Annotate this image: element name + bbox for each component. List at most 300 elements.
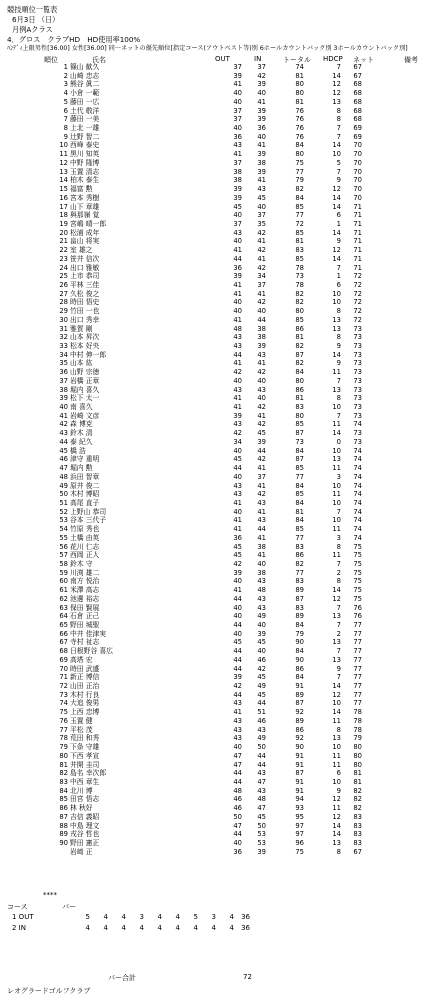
out-score-cell: 44 [233,777,242,786]
net-score-cell: 74 [353,481,362,490]
table-row [0,482,441,491]
in-score-cell: 41 [257,533,266,542]
in-score-cell: 43 [257,786,266,795]
net-score-cell: 73 [353,368,362,377]
total-score-cell: 80 [295,89,304,98]
rank-cell: 86 [59,804,68,813]
in-score-cell: 49 [257,612,266,621]
player-name-cell: 大追 俊男 [70,699,100,708]
in-score-cell: 34 [257,272,266,281]
rank-cell: 70 [59,664,68,673]
total-score-cell: 84 [295,446,304,455]
table-row [0,98,441,107]
net-score-cell: 71 [353,246,362,255]
scoring-format: 4．グロス クラブHD HD使用率100% [7,35,141,44]
player-name-cell: 出口 雅敏 [70,263,100,272]
rank-cell: 5 [63,97,68,106]
out-score-cell: 36 [233,847,242,856]
table-row [0,621,441,630]
hdcp-cell: 11 [332,804,341,813]
in-score-cell: 40 [257,132,266,141]
player-name-cell: 室 雄之 [70,246,93,255]
total-score-cell: 83 [295,403,304,412]
rank-cell: 69 [59,655,68,664]
table-row [0,159,441,168]
net-score-cell: 67 [353,71,362,80]
player-name-cell: 藤田 一美 [70,115,100,124]
course-in-name: 2 IN [12,924,26,932]
total-score-cell: 87 [295,350,304,359]
rank-cell: 37 [59,376,68,385]
out-score-cell: 43 [233,725,242,734]
table-row [0,595,441,604]
total-score-cell: 87 [295,699,304,708]
table-row [0,804,441,813]
table-row [0,455,441,464]
out-score-cell: 45 [233,551,242,560]
in-par-total: 36 [241,924,250,932]
table-row [0,168,441,177]
player-name-cell: 上北 一雄 [70,124,100,133]
hdcp-cell: 14 [332,350,341,359]
in-score-cell: 53 [257,830,266,839]
rank-cell: 43 [59,429,68,438]
in-score-cell: 51 [257,708,266,717]
in-score-cell: 43 [257,516,266,525]
net-score-cell: 74 [353,464,362,473]
out-score-cell: 50 [233,812,242,821]
hdcp-cell: 7 [336,647,341,656]
in-score-cell: 41 [257,254,266,263]
in-score-cell: 41 [257,481,266,490]
out-score-cell: 47 [233,760,242,769]
out-score-cell: 43 [233,716,242,725]
col-hdcp: HDCP [323,55,343,63]
in-score-cell: 39 [257,629,266,638]
in-score-cell: 48 [257,795,266,804]
table-row [0,612,441,621]
rank-cell: 64 [59,612,68,621]
rank-cell: 60 [59,577,68,586]
hdcp-cell: 14 [332,141,341,150]
table-row [0,220,441,229]
player-name-cell: 吉信 義昭 [70,812,100,821]
rank-cell: 4 [63,89,68,98]
net-score-cell: 73 [353,324,362,333]
total-score-cell: 89 [295,690,304,699]
total-score-cell: 91 [295,760,304,769]
hdcp-cell: 11 [332,464,341,473]
in-score-cell: 42 [257,368,266,377]
table-row [0,272,441,281]
total-score-cell: 91 [295,682,304,691]
par-total-label: パー合計 [108,974,136,982]
player-name-cell: 堀内 喜久 [70,385,100,394]
table-row [0,133,441,142]
player-name-cell: 石倉 正己 [70,612,100,621]
in-score-cell: 41 [257,411,266,420]
hdcp-cell: 11 [332,420,341,429]
hdcp-cell: 10 [332,150,341,159]
par-value: 4 [229,924,234,932]
rank-cell: 32 [59,333,68,342]
rank-cell: 7 [63,115,68,124]
hdcp-cell: 3 [336,533,341,542]
in-score-cell: 44 [257,446,266,455]
total-score-cell: 76 [295,132,304,141]
in-score-cell: 53 [257,838,266,847]
rank-cell: 35 [59,359,68,368]
table-row [0,743,441,752]
net-score-cell: 77 [353,629,362,638]
hdcp-cell: 1 [336,272,341,281]
total-score-cell: 89 [295,612,304,621]
net-score-cell: 75 [353,559,362,568]
out-score-cell: 43 [233,490,242,499]
net-score-cell: 80 [353,751,362,760]
in-score-cell: 39 [257,342,266,350]
out-score-cell: 40 [233,577,242,586]
hdcp-cell: 10 [332,446,341,455]
table-row [0,682,441,691]
table-row [0,534,441,543]
net-score-cell: 70 [353,193,362,202]
table-row [0,211,441,220]
rank-cell: 18 [59,211,68,220]
net-score-cell: 74 [353,446,362,455]
rank-cell: 75 [59,708,68,717]
out-score-cell: 36 [233,533,242,542]
hdcp-cell: 9 [336,176,341,185]
report-title: 競技順位一覧表 [7,5,58,14]
table-row [0,246,441,255]
player-name-cell: 下西 孝宣 [70,751,100,760]
table-row [0,333,441,342]
in-score-cell: 38 [257,324,266,333]
rank-cell: 27 [59,289,68,298]
in-score-cell: 43 [257,498,266,507]
rank-cell: 68 [59,647,68,656]
player-name-cell: 日根野谷 喜広 [70,647,113,656]
player-name-cell: 雅賀 剛 [70,324,93,333]
rank-cell: 13 [59,167,68,176]
rank-cell: 8 [63,124,68,133]
in-score-cell: 37 [257,63,266,71]
out-score-cell: 36 [233,132,242,141]
player-name-cell: 中村 伸一郎 [70,350,107,359]
total-score-cell: 77 [295,533,304,542]
table-row [0,307,441,316]
player-name-cell: 岩橋 正章 [70,376,100,385]
out-score-cell: 46 [233,795,242,804]
net-score-cell: 74 [353,525,362,534]
player-name-cell: 篠山 歓久 [70,63,100,71]
in-score-cell: 45 [257,638,266,647]
out-score-cell: 40 [233,838,242,847]
hdcp-cell: 3 [336,472,341,481]
hdcp-cell: 8 [336,307,341,316]
out-score-cell: 39 [233,193,242,202]
in-score-cell: 42 [257,403,266,412]
in-score-cell: 40 [257,202,266,211]
out-score-cell: 41 [233,586,242,595]
table-row [0,298,441,307]
rank-cell: 24 [59,263,68,272]
player-name-cell: 新正 博信 [70,673,100,682]
player-name-cell: 山本 昇次 [70,333,100,342]
player-name-cell: 上野山 恭司 [70,507,107,516]
hdcp-cell: 7 [336,559,341,568]
col-total: トータル [283,56,311,64]
table-row [0,499,441,508]
hdcp-cell: 14 [332,193,341,202]
hdcp-cell: 10 [332,298,341,307]
total-score-cell: 89 [295,716,304,725]
net-score-cell: 71 [353,263,362,272]
rank-cell: 55 [59,533,68,542]
handicap-criteria: ﾊﾝﾃﾞｨ上限男性[36.00] 女性[36.00] 同一ネットの優先順位[指定コース(アウトベスト等)別 6ホールカウントバック別 3ホールカウントバック別] [7,45,408,52]
rank-cell: 73 [59,690,68,699]
rank-cell: 41 [59,411,68,420]
hdcp-cell: 8 [336,115,341,124]
rank-cell: 16 [59,193,68,202]
table-row [0,194,441,203]
out-score-cell: 40 [233,612,242,621]
out-score-cell: 37 [233,158,242,167]
net-score-cell: 73 [353,333,362,342]
out-score-cell: 41 [233,289,242,298]
hdcp-cell: 8 [336,106,341,115]
out-score-cell: 42 [233,559,242,568]
rank-cell: 46 [59,455,68,464]
out-score-cell: 41 [233,498,242,507]
table-row [0,264,441,273]
par-total-value: 72 [243,973,252,981]
par-value: 4 [229,913,234,921]
par-value: 3 [139,913,144,921]
out-score-cell: 41 [233,150,242,159]
hdcp-cell: 8 [336,394,341,403]
rank-cell: 11 [59,150,68,159]
in-score-cell: 44 [257,699,266,708]
table-row [0,185,441,194]
out-score-cell: 39 [233,71,242,80]
out-score-cell: 40 [233,629,242,638]
out-score-cell: 40 [233,89,242,98]
total-score-cell: 91 [295,777,304,786]
total-score-cell: 76 [295,115,304,124]
hdcp-cell: 7 [336,603,341,612]
net-score-cell: 73 [353,429,362,438]
player-name-cell: 辻野 智二 [70,132,100,141]
out-score-cell: 41 [233,315,242,324]
table-row [0,124,441,133]
net-score-cell: 68 [353,97,362,106]
out-score-cell: 42 [233,682,242,691]
total-score-cell: 82 [295,342,304,350]
total-score-cell: 85 [295,254,304,263]
player-name-cell: 寺村 祉志 [70,638,100,647]
out-score-cell: 44 [233,647,242,656]
hdcp-cell: 2 [336,568,341,577]
net-score-cell: 82 [353,804,362,813]
in-score-cell: 44 [257,525,266,534]
in-score-cell: 41 [257,97,266,106]
hdcp-cell: 7 [336,621,341,629]
rank-cell: 44 [59,437,68,446]
net-score-cell: 70 [353,141,362,150]
player-name-cell: 井開 圭司 [70,760,100,769]
out-score-cell: 42 [233,429,242,438]
total-score-cell: 74 [295,63,304,71]
hdcp-cell: 14 [332,202,341,211]
hdcp-cell: 13 [332,455,341,464]
out-score-cell: 41 [233,708,242,717]
out-score-cell: 34 [233,437,242,446]
total-score-cell: 84 [295,673,304,682]
col-in: IN [254,55,262,63]
total-score-cell: 84 [295,621,304,629]
hdcp-cell: 8 [336,847,341,856]
total-score-cell: 80 [295,307,304,316]
rank-cell: 39 [59,394,68,403]
out-score-cell: 40 [233,472,242,481]
rank-cell: 79 [59,743,68,752]
player-name-cell: 藤田 一広 [70,97,100,106]
rank-cell: 66 [59,629,68,638]
par-value: 3 [211,913,216,921]
rank-cell: 71 [59,673,68,682]
in-score-cell: 43 [257,603,266,612]
player-name-cell: 中野 隆博 [70,158,100,167]
total-score-cell: 85 [295,490,304,499]
in-score-cell: 43 [257,577,266,586]
total-score-cell: 84 [295,498,304,507]
table-row [0,290,441,299]
net-score-cell: 79 [353,734,362,743]
total-score-cell: 97 [295,830,304,839]
net-score-cell: 68 [353,106,362,115]
in-score-cell: 42 [257,246,266,255]
out-score-cell: 41 [233,403,242,412]
hdcp-cell: 10 [332,481,341,490]
out-score-cell: 43 [233,141,242,150]
player-name-cell: 戎谷 哲也 [70,830,100,839]
hdcp-cell: 10 [332,516,341,525]
net-score-cell: 68 [353,89,362,98]
hdcp-cell: 6 [336,280,341,289]
total-score-cell: 81 [295,71,304,80]
out-score-cell: 40 [233,376,242,385]
net-score-cell: 80 [353,760,362,769]
table-row [0,839,441,848]
in-score-cell: 44 [257,315,266,324]
table-row [0,420,441,429]
total-score-cell: 82 [295,359,304,368]
net-score-cell: 73 [353,403,362,412]
net-score-cell: 77 [353,690,362,699]
net-score-cell: 75 [353,551,362,560]
rank-cell: 65 [59,621,68,629]
table-row [0,560,441,569]
table-row [0,673,441,682]
net-score-cell: 70 [353,150,362,159]
rank-cell: 6 [63,106,68,115]
in-score-cell: 42 [257,263,266,272]
hdcp-cell: 6 [336,211,341,220]
table-row [0,665,441,674]
table-row [0,237,441,246]
rank-cell: 76 [59,716,68,725]
out-score-cell: 39 [233,272,242,281]
out-score-cell: 44 [233,769,242,778]
out-score-cell: 44 [233,594,242,603]
hdcp-cell: 7 [336,63,341,71]
par-value: 4 [121,913,126,921]
in-score-cell: 50 [257,821,266,830]
total-score-cell: 81 [295,394,304,403]
total-score-cell: 75 [295,847,304,856]
net-score-cell: 69 [353,132,362,141]
net-score-cell: 78 [353,725,362,734]
in-score-cell: 50 [257,743,266,752]
hdcp-cell: 13 [332,638,341,647]
table-row [0,830,441,839]
rank-cell: 1 [63,63,68,71]
player-name-cell: 森 博克 [70,420,93,429]
total-score-cell: 82 [295,298,304,307]
table-row [0,508,441,517]
player-name-cell: 竹原 秀也 [70,525,100,534]
total-score-cell: 87 [295,594,304,603]
in-score-cell: 42 [257,664,266,673]
player-name-cell: 西岡 正人 [70,551,100,560]
total-score-cell: 87 [295,769,304,778]
total-score-cell: 76 [295,124,304,133]
table-row [0,447,441,456]
rank-cell: 83 [59,777,68,786]
in-score-cell: 39 [257,106,266,115]
total-score-cell: 72 [295,219,304,228]
hdcp-cell: 7 [336,376,341,385]
table-row [0,107,441,116]
net-score-cell: 74 [353,420,362,429]
in-score-cell: 38 [257,158,266,167]
player-name-cell: 田宮 悟志 [70,795,100,804]
player-name-cell: 林 秋好 [70,804,93,813]
rank-cell: 72 [59,682,68,691]
hdcp-cell: 11 [332,760,341,769]
net-score-cell: 73 [353,394,362,403]
player-name-cell: 島名 幸次郎 [70,769,107,778]
rank-cell: 36 [59,368,68,377]
hdcp-cell: 14 [332,830,341,839]
rank-cell: 2 [63,71,68,80]
total-score-cell: 82 [295,559,304,568]
table-row [0,656,441,665]
net-score-cell: 82 [353,786,362,795]
net-score-cell: 72 [353,298,362,307]
net-score-cell: 70 [353,167,362,176]
rank-cell: 63 [59,603,68,612]
in-score-cell: 47 [257,804,266,813]
net-score-cell: 80 [353,743,362,752]
out-score-cell: 44 [233,350,242,359]
col-out: OUT [215,55,230,63]
out-score-cell: 42 [233,368,242,377]
table-row [0,699,441,708]
total-score-cell: 96 [295,838,304,847]
